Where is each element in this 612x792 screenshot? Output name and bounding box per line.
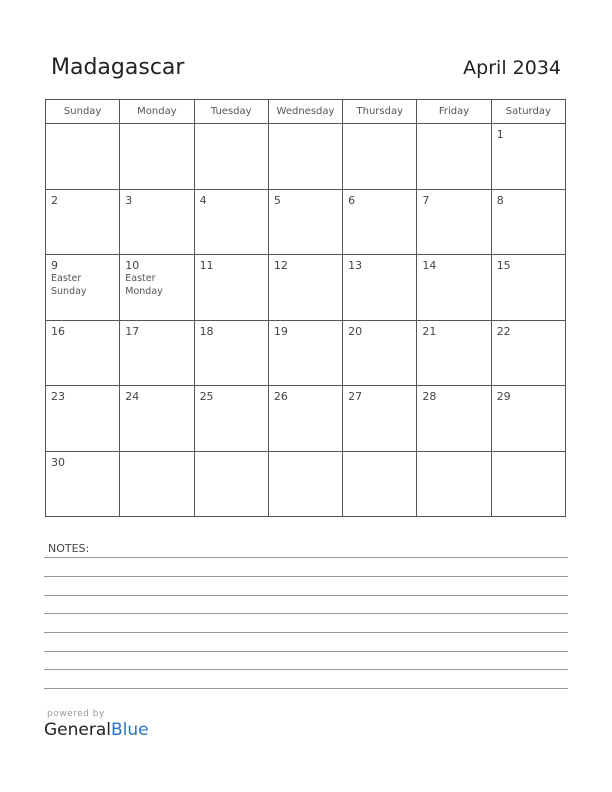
calendar-body [46, 124, 566, 517]
empty-day-cell [417, 451, 491, 517]
day-number: 30 [51, 455, 65, 469]
empty-day-cell [194, 124, 268, 190]
day-cell[interactable] [343, 255, 417, 321]
day-cell[interactable] [194, 386, 268, 452]
weekday-header: Tuesday [194, 100, 268, 124]
day-number: 4 [199, 193, 207, 207]
day-number: 17 [125, 324, 140, 338]
day-number: 2 [51, 193, 58, 207]
day-number: 13 [348, 259, 363, 272]
weekday-header-row [46, 100, 566, 124]
notes-line [44, 576, 568, 577]
empty-day-cell [120, 451, 194, 517]
day-number: 22 [496, 324, 511, 338]
holiday-label: Easter [51, 273, 82, 284]
day-number: 11 [199, 259, 214, 272]
day-number: 27 [348, 390, 363, 403]
day-number: 29 [496, 390, 511, 403]
day-number: 24 [125, 390, 140, 403]
week-row [46, 320, 566, 386]
day-number: 14 [422, 259, 437, 272]
day-cell[interactable] [268, 255, 342, 321]
day-cell[interactable] [120, 320, 194, 386]
day-number: 16 [51, 324, 65, 338]
day-number: 12 [273, 259, 288, 272]
day-number: 20 [348, 324, 363, 338]
week-row [46, 386, 566, 452]
day-number: 26 [273, 390, 288, 403]
calendar-country-title: Madagascar [51, 55, 185, 80]
weekday-header: Monday [120, 100, 194, 124]
empty-day-cell [343, 451, 417, 517]
holiday-label: Sunday [51, 286, 87, 297]
calendar-month-title: April 2034 [463, 57, 561, 79]
week-row [46, 189, 566, 255]
brand-blue: Blue [111, 720, 149, 740]
day-cell[interactable] [491, 255, 565, 321]
day-number: 18 [199, 324, 214, 338]
empty-day-cell [491, 451, 565, 517]
weekday-header: Sunday [46, 100, 120, 124]
day-cell[interactable] [120, 255, 194, 321]
empty-day-cell [46, 124, 120, 190]
empty-day-cell [343, 124, 417, 190]
calendar-grid [45, 99, 566, 517]
notes-label: NOTES: [48, 542, 90, 555]
holiday-label: Monday [125, 286, 163, 297]
day-cell[interactable] [417, 189, 491, 255]
day-cell[interactable] [491, 386, 565, 452]
day-number: 23 [51, 390, 65, 403]
day-number: 7 [422, 193, 430, 207]
notes-line [44, 669, 568, 670]
day-cell[interactable] [194, 320, 268, 386]
empty-day-cell [417, 124, 491, 190]
notes-line [44, 632, 568, 633]
notes-line [44, 557, 568, 558]
day-number: 6 [348, 193, 356, 207]
day-cell[interactable] [194, 255, 268, 321]
weekday-header: Wednesday [268, 100, 342, 124]
day-cell[interactable] [268, 386, 342, 452]
powered-by-text: powered by [47, 709, 105, 719]
week-row [46, 124, 566, 190]
day-cell[interactable] [120, 189, 194, 255]
weekday-header: Thursday [343, 100, 417, 124]
day-cell[interactable] [491, 189, 565, 255]
generalblue-logo[interactable] [44, 720, 149, 740]
day-cell[interactable] [46, 189, 120, 255]
day-number: 10 [125, 259, 140, 272]
day-cell[interactable] [46, 451, 120, 517]
notes-line [44, 688, 568, 689]
notes-line [44, 651, 568, 652]
day-number: 1 [496, 128, 504, 141]
week-row [46, 255, 566, 321]
day-cell[interactable] [46, 320, 120, 386]
holiday-label: Easter [125, 273, 156, 284]
empty-day-cell [268, 451, 342, 517]
day-number: 5 [273, 193, 281, 207]
day-number: 28 [422, 390, 437, 403]
day-cell[interactable] [268, 320, 342, 386]
notes-line [44, 613, 568, 614]
day-cell[interactable] [491, 320, 565, 386]
empty-day-cell [268, 124, 342, 190]
day-cell[interactable] [491, 124, 565, 190]
day-number: 8 [496, 193, 504, 207]
day-number: 9 [51, 259, 58, 272]
day-number: 25 [199, 390, 214, 403]
day-number: 15 [496, 259, 511, 272]
day-number: 21 [422, 324, 437, 338]
day-cell[interactable] [343, 386, 417, 452]
day-cell[interactable] [417, 320, 491, 386]
day-cell[interactable] [343, 320, 417, 386]
day-cell[interactable] [417, 255, 491, 321]
day-cell[interactable] [46, 386, 120, 452]
day-cell[interactable] [268, 189, 342, 255]
day-number: 19 [273, 324, 288, 338]
day-cell[interactable] [120, 386, 194, 452]
empty-day-cell [120, 124, 194, 190]
weekday-header: Friday [417, 100, 491, 124]
day-number: 3 [125, 193, 133, 207]
empty-day-cell [194, 451, 268, 517]
week-row [46, 451, 566, 517]
notes-line [44, 595, 568, 596]
day-cell[interactable] [343, 189, 417, 255]
day-cell[interactable] [417, 386, 491, 452]
brand-general: General [44, 720, 111, 740]
day-cell[interactable] [194, 189, 268, 255]
weekday-header: Saturday [491, 100, 565, 124]
day-cell[interactable] [46, 255, 120, 321]
